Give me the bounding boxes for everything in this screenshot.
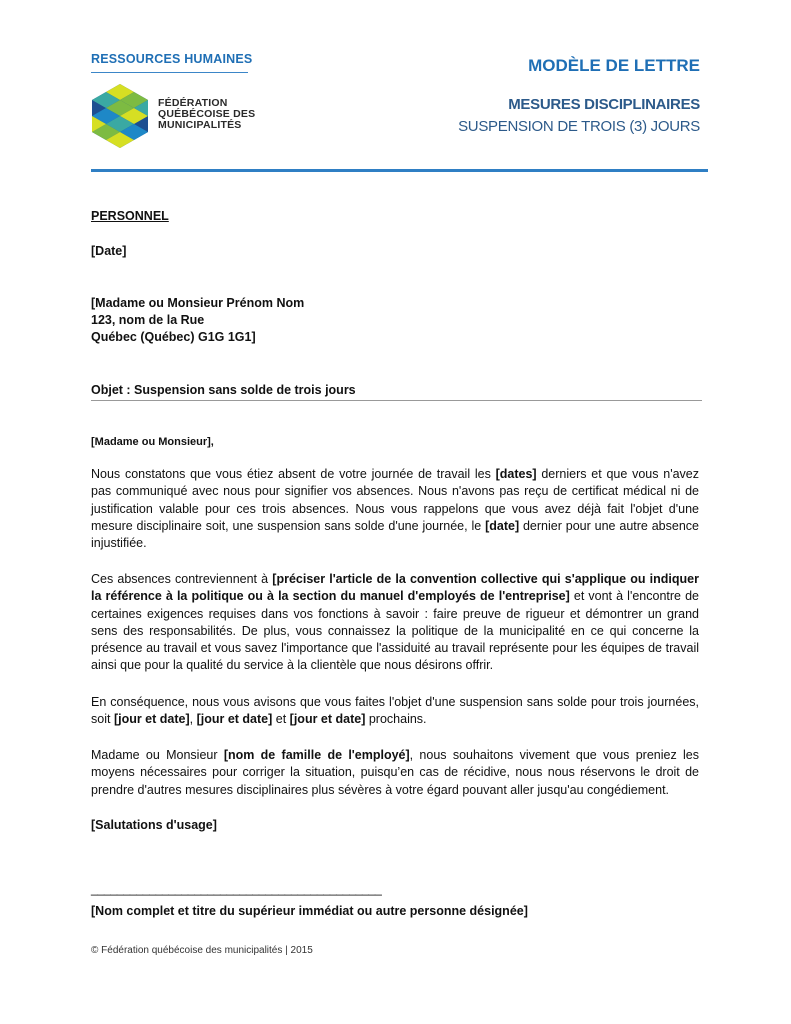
text-run: Nous constatons que vous étiez absent de votre journée de travail les bbox=[91, 467, 496, 481]
placeholder-day-date: [jour et date] bbox=[289, 712, 366, 727]
address-line: [Madame ou Monsieur Prénom Nom bbox=[91, 296, 305, 310]
recipient-address bbox=[91, 295, 304, 346]
text-run: et bbox=[272, 712, 290, 727]
paragraph-suspension bbox=[91, 694, 699, 729]
text-run: Madame ou Monsieur bbox=[91, 748, 224, 762]
signatory-name-title: [Nom complet et titre du supérieur immédiat ou autre personne désignée] bbox=[91, 904, 528, 918]
text-run: En conséquence, nous vous avisons que vous faites l'objet d'une suspension sans solde pour trois journées, soit bbox=[91, 695, 699, 727]
signature-line: _____________________________________________ bbox=[91, 882, 382, 896]
placeholder-day-date: [jour et date] bbox=[113, 712, 190, 727]
paragraph-policy bbox=[91, 571, 699, 675]
paragraph-warning bbox=[91, 747, 699, 799]
text-run: derniers et que vous n'avez pas communiqué avec nous pour signifier vos absences. Nous n'avons pas reçu de certificat médical ni de justification valable pour ces trois absences. Nous vous rappelons que vous avez déjà fait l'objet d'une mesure disciplinaire soit, une suspension sans solde d'une journée, le bbox=[91, 467, 699, 533]
placeholder-policy-reference: [préciser l'article de la convention collective qui s'applique ou indiquer la référence à la politique ou à la section du manuel d'employés de l'entreprise] bbox=[91, 572, 699, 604]
text-run: dernier pour une autre absence injustifiée. bbox=[91, 518, 699, 551]
org-name-line: QUÉBÉCOISE DES bbox=[158, 108, 256, 120]
text-run: Ces absences contreviennent à bbox=[91, 572, 273, 586]
text-run: prochains. bbox=[365, 712, 427, 727]
address-line: 123, nom de la Rue bbox=[91, 313, 205, 327]
closing-salutation: [Salutations d'usage] bbox=[91, 818, 217, 832]
text-run: et vont à l'encontre de certaines exigences requises dans vos fonctions à savoir : faire preuve de rigueur et démontrer un grand sens des responsabilités. De plus, vous connaissez la politique de la municipalité en ce qui concerne la présence au travail et vous savez l'importance que l'assiduité au travail représente pour les équipes de travail ainsi que pour la qualité du service à la clientèle que nous désirons offrir. bbox=[91, 589, 699, 673]
org-name-line: MUNICIPALITÉS bbox=[158, 119, 242, 131]
hexagon-mosaic-logo-icon bbox=[90, 82, 150, 150]
placeholder-date: [date] bbox=[485, 518, 520, 533]
placeholder-dates: [dates] bbox=[495, 467, 537, 481]
header-divider bbox=[91, 169, 708, 172]
address-line: Québec (Québec) G1G 1G1] bbox=[91, 330, 256, 344]
subject-divider bbox=[91, 400, 702, 401]
placeholder-employee-surname: [nom de famille de l'employé] bbox=[223, 748, 410, 762]
letter-date: [Date] bbox=[91, 244, 127, 258]
text-run: , bbox=[189, 712, 197, 727]
document-subtitle-category: MESURES DISCIPLINAIRES bbox=[508, 96, 700, 113]
document-subtitle-type: SUSPENSION DE TROIS (3) JOURS bbox=[458, 118, 700, 135]
footer-copyright: © Fédération québécoise des municipalités | 2015 bbox=[91, 945, 313, 956]
salutation: [Madame ou Monsieur], bbox=[91, 436, 214, 448]
paragraph-absences bbox=[91, 466, 699, 552]
document-title: MODÈLE DE LETTRE bbox=[528, 56, 700, 75]
subject-line: Objet : Suspension sans solde de trois jours bbox=[91, 383, 356, 397]
text-run: , nous souhaitons vivement que vous preniez les moyens nécessaires pour corriger la situation, puisqu’en cas de récidive, nous nous réservons le droit de prendre d'autres mesures disciplinaires plus sévères à votre égard pouvant aller jusqu'au congédiement. bbox=[91, 748, 699, 797]
department-underline bbox=[91, 72, 248, 73]
placeholder-day-date: [jour et date] bbox=[196, 712, 273, 727]
organization-name bbox=[158, 98, 255, 131]
confidential-label: PERSONNEL bbox=[91, 209, 169, 223]
department-label: RESSOURCES HUMAINES bbox=[91, 52, 253, 66]
org-name-line: FÉDÉRATION bbox=[158, 97, 228, 109]
